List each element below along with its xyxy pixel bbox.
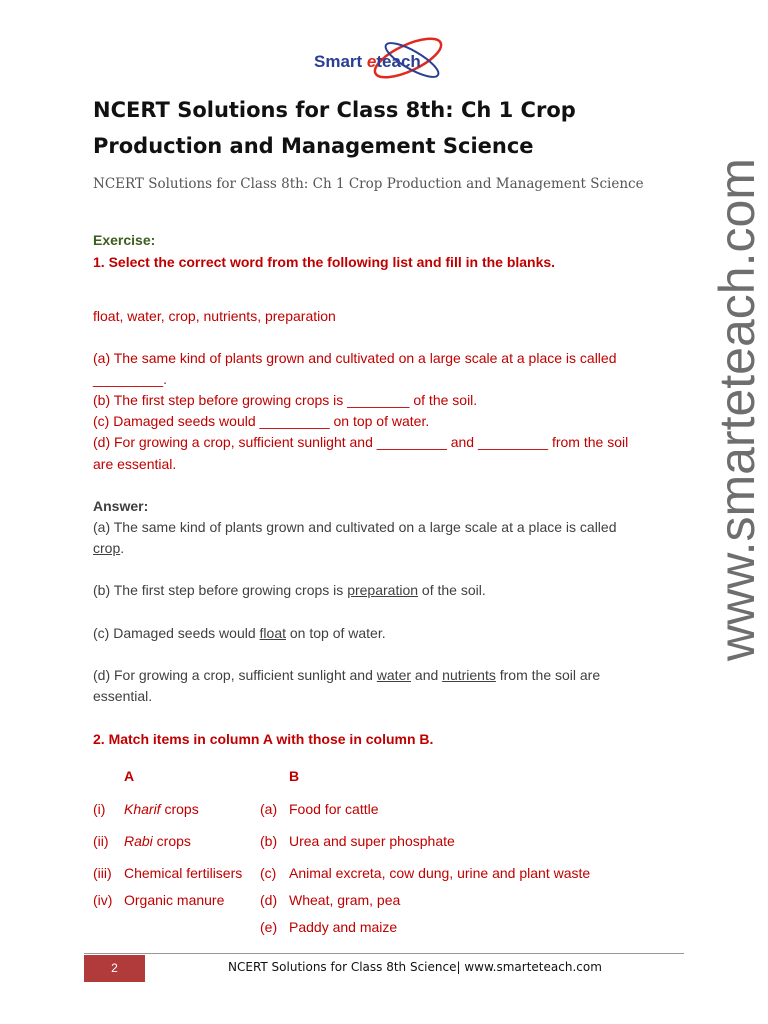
logo-text: Smart eteach — [314, 52, 421, 71]
col-a-num-1: (i) — [93, 801, 106, 817]
watermark-url: www.smarteteach.com — [709, 158, 765, 661]
answer-d-line2: essential. — [93, 688, 153, 704]
q1-a-line1: (a) The same kind of plants grown and cultivated on a large scale at a place is called — [93, 350, 617, 366]
column-b-header: B — [289, 768, 300, 784]
col-b-item-d: Wheat, gram, pea — [289, 892, 401, 908]
answer-d-word2: nutrients — [442, 667, 496, 683]
exercise-label: Exercise: — [93, 232, 156, 248]
smarteteach-logo — [312, 28, 458, 90]
answer-d-word1: water — [376, 667, 412, 683]
column-a-header: A — [124, 768, 135, 784]
q1-a-line2: _________. — [93, 371, 167, 387]
footer-text: NCERT Solutions for Class 8th Science| www.smarteteach.com — [228, 960, 602, 974]
q2-heading: 2. Match items in column A with those in column B. — [93, 731, 434, 747]
answer-label: Answer: — [93, 498, 149, 514]
col-b-num-b: (b) — [260, 833, 278, 849]
page-title: NCERT Solutions for Class 8th: Ch 1 Crop Production and Management Science — [93, 98, 576, 158]
answer-d-line1: (d) For growing a crop, sufficient sunlight and water and nutrients from the soil are — [93, 667, 601, 683]
col-a-num-4: (iv) — [93, 892, 113, 908]
page-subtitle: NCERT Solutions for Class 8th: Ch 1 Crop Production and Management Science — [93, 176, 644, 192]
answer-b: (b) The first step before growing crops is preparation of the soil. — [93, 582, 486, 598]
col-a-item-4: Organic manure — [124, 892, 225, 908]
col-b-item-b: Urea and super phosphate — [289, 833, 455, 849]
col-a-num-3: (iii) — [93, 865, 112, 881]
q1-d-line1: (d) For growing a crop, sufficient sunlight and _________ and _________ from the soil — [93, 434, 629, 450]
answer-c-word: float — [259, 625, 286, 641]
answer-a-word: crop — [93, 540, 121, 556]
q1-word-list: float, water, crop, nutrients, preparation — [93, 308, 336, 324]
answer-c: (c) Damaged seeds would float on top of water. — [93, 625, 386, 641]
answer-a-line1: (a) The same kind of plants grown and cultivated on a large scale at a place is called — [93, 519, 617, 535]
col-b-item-e: Paddy and maize — [289, 919, 398, 935]
q1-b: (b) The first step before growing crops is ________ of the soil. — [93, 392, 478, 408]
col-b-num-e: (e) — [260, 919, 278, 935]
q1-heading: 1. Select the correct word from the following list and fill in the blanks. — [93, 254, 556, 270]
col-b-num-a: (a) — [260, 801, 278, 817]
q1-d-line2: are essential. — [93, 456, 177, 472]
answer-b-word: preparation — [347, 582, 419, 598]
footer-divider — [84, 953, 684, 954]
col-b-item-c: Animal excreta, cow dung, urine and plant waste — [289, 865, 591, 881]
page-number: 2 — [84, 955, 145, 982]
col-a-item-1: Kharif crops — [124, 801, 199, 817]
q1-c: (c) Damaged seeds would _________ on top of water. — [93, 413, 430, 429]
col-b-num-c: (c) — [260, 865, 277, 881]
answer-a-line2: crop. — [93, 540, 125, 556]
col-b-item-a: Food for cattle — [289, 801, 379, 817]
col-a-item-2: Rabi crops — [124, 833, 191, 849]
col-a-item-3: Chemical fertilisers — [124, 865, 243, 881]
col-b-num-d: (d) — [260, 892, 278, 908]
col-a-num-2: (ii) — [93, 833, 109, 849]
